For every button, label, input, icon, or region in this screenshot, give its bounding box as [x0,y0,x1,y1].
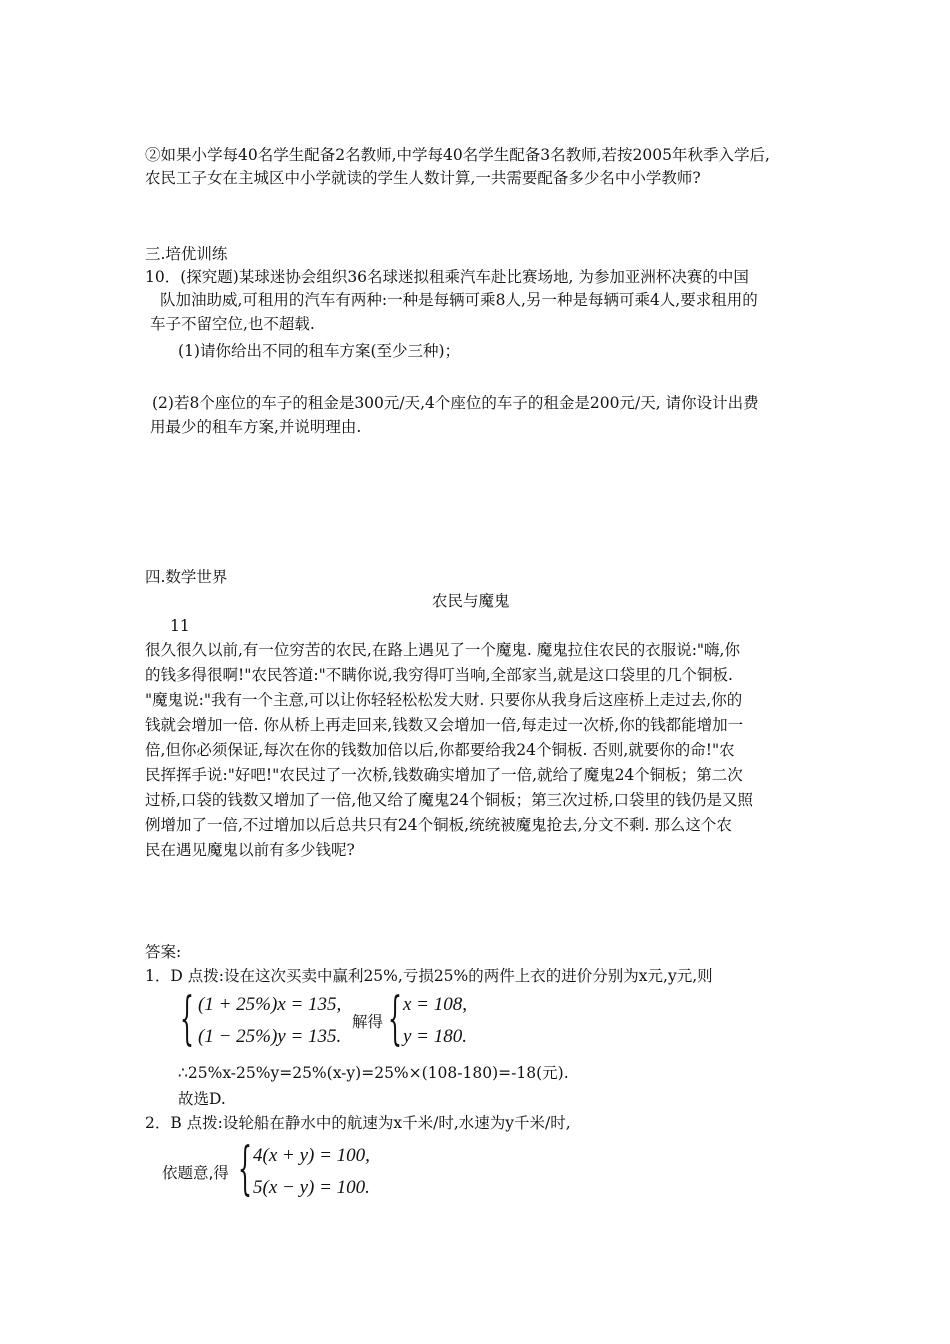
left-brace-solution-1: { [388,988,402,1053]
story-line-7: 过桥,口袋的钱数又增加了一倍,他又给了魔鬼24个铜板；第三次过桥,口袋里的钱仍是又照 [145,791,754,809]
left-brace-system-1: { [180,988,194,1053]
story-line-8: 例增加了一倍,不过增加以后总共只有24个铜板,统统被魔鬼抢去,分文不剩. 那么这个农 [145,816,732,834]
answer-1-equation-2: (1 − 25%)y = 135. [198,1026,342,1047]
story-line-4: 钱就会增加一倍. 你从桥上再走回来,钱数又会增加一倍,每走过一次桥,你的钱都能增加一 [145,716,744,734]
story-title: 农民与魔鬼 [432,592,510,610]
answer-1-line: 1．D 点拨:设在这次买卖中赢利25%,亏损25%的两件上衣的进价分别为x元,y元,则 [145,967,713,985]
answer-1-solution-x: x = 108, [403,994,468,1015]
question-10-line3: 车子不留空位,也不超载. [150,315,315,333]
question-10-part1: (1)请你给出不同的租车方案(至少三种)； [178,342,461,360]
question-10-line2: 队加油助威,可租用的汽车有两种:一种是每辆可乘8人,另一种是每辆可乘4人,要求租用的 [160,291,758,309]
section-4-heading: 四.数学世界 [145,568,228,586]
question-9-part2-line1: ②如果小学每40名学生配备2名教师,中学每40名学生配备3名教师,若按2005年秋季入学后, [145,146,770,164]
story-line-5: 倍,但你必须保证,每次在你的钱数加倍以后,你都要给我24个铜板. 否则,就要你的命!"农 [145,741,735,759]
story-line-9: 民在遇见魔鬼以前有多少钱呢? [145,841,355,859]
answer-1-equation-1: (1 + 25%)x = 135, [198,994,342,1015]
story-line-3: "魔鬼说:"我有一个主意,可以让你轻轻松松发大财. 只要你从我身后这座桥上走过去,你的 [145,691,743,709]
answer-1-conclusion: 故选D. [178,1090,226,1108]
section-3-heading: 三.培优训练 [145,245,228,263]
answer-1-solution-y: y = 180. [403,1026,468,1047]
story-line-6: 民挥挥手说:"好吧!"农民过了一次桥,钱数确实增加了一倍,就给了魔鬼24个铜板；第二次 [145,766,743,784]
story-line-2: 的钱多得很啊!"农民答道:"不瞒你说,我穷得叮当响,全部家当,就是这口袋里的几个铜板. [145,666,733,684]
question-9-part2-line2: 农民工子女在主城区中小学就读的学生人数计算,一共需要配备多少名中小学教师? [145,169,701,187]
answer-2-equation-1: 4(x + y) = 100, [253,1145,370,1166]
answer-2-equation-2: 5(x − y) = 100. [253,1177,370,1198]
answer-2-lead: 依题意,得 [162,1164,229,1182]
answer-1-calculation: ∴25%x-25%y=25%(x-y)=25%×(108-180)=-18(元). [178,1064,569,1082]
question-10-line1: 10．(探究题)某球迷协会组织36名球迷拟租乘汽车赴比赛场地, 为参加亚洲杯决赛的中国 [145,268,749,286]
answer-2-line: 2．B 点拨:设轮船在静水中的航速为x千米/时,水速为y千米/时, [145,1114,571,1132]
answers-heading: 答案: [145,943,182,961]
story-line-1: 很久很久以前,有一位穷苦的农民,在路上遇见了一个魔鬼. 魔鬼拉住农民的衣服说:"嗨,你 [145,641,740,659]
left-brace-system-2: { [238,1138,252,1203]
question-10-part2-line1: (2)若8个座位的车子的租金是300元/天,4个座位的车子的租金是200元/天, 请你设计出费 [152,394,759,412]
question-10-part2-line2: 用最少的租车方案,并说明理由. [150,418,362,436]
answer-1-solve-word: 解得 [352,1013,384,1031]
question-11-number: 11 [170,617,190,635]
